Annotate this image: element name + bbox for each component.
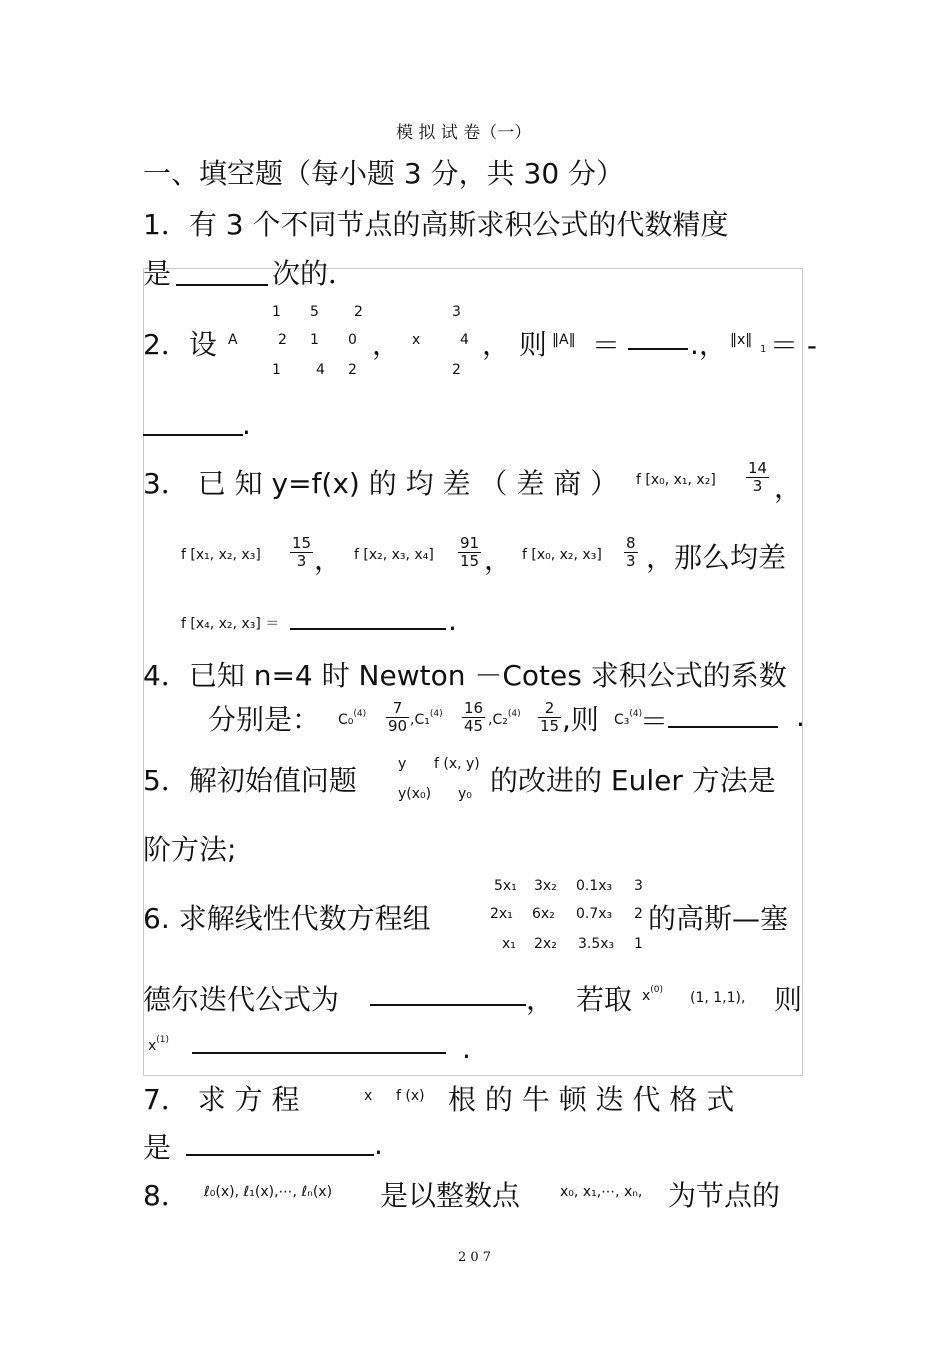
vector-symbol: x xyxy=(148,1038,157,1054)
q6-line2b: ， xyxy=(526,983,555,1016)
q5-ode-l2: y(x₀) xyxy=(398,786,432,802)
frac-den: 3 xyxy=(296,552,307,570)
sys-cell: 3x₂ xyxy=(534,878,557,894)
vector-cell: 3 xyxy=(452,304,461,320)
q5-line2: 阶方法; xyxy=(143,833,237,866)
q5-ode-r2: y₀ xyxy=(458,786,472,802)
q7-blank[interactable] xyxy=(186,1154,374,1156)
q4-c0 xyxy=(338,709,367,728)
q4-eq: ＝ xyxy=(640,705,669,738)
q6-blank-formula[interactable] xyxy=(370,1004,526,1006)
q8-mid: 是以整数点 xyxy=(380,1179,521,1212)
q3-end: . xyxy=(448,604,457,637)
q8-nodes: x₀, x₁,⋯, xₙ, xyxy=(560,1184,643,1200)
coef-symbol: C₂ xyxy=(492,712,508,728)
frac-num: 8 xyxy=(626,534,636,552)
sys-cell: 2 xyxy=(634,906,643,922)
q4-c1: ,C₁$^{(4)}$ xyxy=(410,709,443,728)
q6-x0 xyxy=(642,985,664,1004)
q3-blank[interactable] xyxy=(290,628,446,630)
matrix-cell: 1 xyxy=(272,362,281,378)
coef-symbol: C₃ xyxy=(614,712,630,728)
sys-cell: 3 xyxy=(634,878,643,894)
coef-sup: (4) xyxy=(353,709,367,719)
sys-cell: 6x₂ xyxy=(532,906,555,922)
frac-den: 45 xyxy=(464,717,484,735)
matrix-cell: 4 xyxy=(316,362,325,378)
matrix-cell: 1 xyxy=(272,304,281,320)
q4-pre: 分别是： xyxy=(208,703,321,736)
q4-then: ,则 xyxy=(562,703,599,736)
q5-ode-r1: f (x, y) xyxy=(434,756,480,772)
q3-f2-frac xyxy=(290,535,313,570)
matrix-cell: 2 xyxy=(348,362,357,378)
q6-x0-value: (1, 1,1), xyxy=(690,990,746,1006)
sys-cell: 3.5x₃ xyxy=(578,936,615,952)
q2-tail: . xyxy=(242,408,251,441)
coef-sup: (4) xyxy=(429,709,443,719)
vector-cell: 4 xyxy=(460,332,469,348)
q4-c2: ,C₂$^{(4)}$ xyxy=(488,709,521,728)
q3-f5-label: f [x₄, x₂, x₃] ＝ xyxy=(181,616,280,632)
vector-cell: 2 xyxy=(452,362,461,378)
coef-symbol: C₁ xyxy=(414,712,430,728)
matrix-cell: 1 xyxy=(310,332,319,348)
frac-den: 90 xyxy=(388,717,408,735)
frac-num: 14 xyxy=(748,459,768,477)
q4-line1: 4．已知 n=4 时 Newton －Cotes 求积公式的系数 xyxy=(143,659,787,692)
q6-x1 xyxy=(148,1035,170,1054)
q7-pre: 是 xyxy=(143,1131,172,1164)
q2-normA: ‖A‖ xyxy=(552,332,576,348)
q3-f4-label: f [x₀, x₂, x₃] xyxy=(522,547,602,563)
matrix-cell: 2 xyxy=(278,332,287,348)
matrix-cell: 5 xyxy=(310,304,319,320)
q4-end: . xyxy=(796,700,805,733)
q3-comma1: ， xyxy=(774,471,803,504)
q5-lead: 5．解初始值问题 xyxy=(143,764,357,797)
q2-lead: 2．设 xyxy=(143,328,217,361)
q4-c0-frac xyxy=(386,700,409,735)
q4-c1-frac xyxy=(462,700,485,735)
q3-comma3: ， xyxy=(484,543,513,576)
q3-lead: 3． 已 知 y=f(x) 的 均 差 （ 差 商 ） xyxy=(143,467,619,500)
section-heading: 一、填空题（每小题 3 分，共 30 分） xyxy=(143,157,625,190)
frac-den: 15 xyxy=(540,717,560,735)
sys-cell: 0.7x₃ xyxy=(576,906,613,922)
q4-c3 xyxy=(614,709,643,728)
frac-num: 15 xyxy=(292,534,312,552)
q2-normx-sub: 1 xyxy=(760,344,767,355)
q2-blank-normx[interactable] xyxy=(143,434,243,436)
q1-blank[interactable] xyxy=(176,284,268,286)
q2-eq2: ＝ - xyxy=(770,329,818,362)
q2-normx: ‖x‖ xyxy=(730,332,753,348)
sys-cell: 0.1x₃ xyxy=(576,878,613,894)
matrix-cell: 2 xyxy=(354,304,363,320)
q7-end: . xyxy=(374,1128,383,1161)
q7-line1a: 7． 求 方 程 xyxy=(143,1083,300,1116)
sys-cell: 1 xyxy=(634,936,643,952)
frac-num: 2 xyxy=(538,700,561,718)
sys-cell: x₁ xyxy=(502,936,516,952)
q5-post: 的改进的 Euler 方法是 xyxy=(490,764,776,797)
q2-eq: ＝ xyxy=(592,329,621,362)
vector-sup: (0) xyxy=(650,985,664,995)
q6-end: . xyxy=(462,1032,471,1065)
q3-then: ，那么均差 xyxy=(646,541,787,574)
coef-sup: (4) xyxy=(629,709,643,719)
q3-comma2: ， xyxy=(314,543,343,576)
q1-line1: 1．有 3 个不同节点的高斯求积公式的代数精度 xyxy=(143,208,729,241)
q8-post: 为节点的 xyxy=(668,1179,781,1212)
q4-c2-frac xyxy=(538,700,561,735)
q8-funcs: ℓ₀(x), ℓ₁(x),⋯, ℓₙ(x) xyxy=(204,1184,333,1200)
frac-num: 7 xyxy=(386,700,409,718)
frac-num: 16 xyxy=(464,699,484,717)
matrix-cell: 0 xyxy=(348,332,357,348)
q4-blank[interactable] xyxy=(668,726,778,728)
frac-den: 3 xyxy=(752,477,763,495)
q7-eqn-x: x xyxy=(364,1088,373,1104)
vector-symbol: x xyxy=(642,988,651,1004)
coef-sup: (4) xyxy=(507,709,521,719)
sys-cell: 2x₂ xyxy=(534,936,557,952)
q3-f4-frac xyxy=(624,535,638,570)
sys-cell: 2x₁ xyxy=(490,906,513,922)
q2-A-label: A xyxy=(228,332,238,348)
frac-den: 3 xyxy=(626,552,636,570)
vector-sup: (1) xyxy=(156,1035,170,1045)
q6-post: 的高斯—塞 xyxy=(648,902,789,935)
q7-line1b: 根 的 牛 顿 迭 代 格 式 xyxy=(448,1083,735,1116)
q1-pre: 是 xyxy=(143,257,172,290)
q1-post: 次的． xyxy=(272,257,357,290)
q8-lead: 8． xyxy=(143,1179,189,1212)
q2-blank-normA[interactable] xyxy=(628,348,688,350)
sys-cell: 5x₁ xyxy=(494,878,517,894)
frac-num: 91 xyxy=(460,534,480,552)
q3-f3-label: f [x₂, x₃, x₄] xyxy=(354,547,434,563)
q6-lead: 6. 求解线性代数方程组 xyxy=(143,902,431,935)
q2-dotcomma: .， xyxy=(690,328,727,361)
q7-eqn-f: f (x) xyxy=(396,1088,425,1104)
q6-line2c: 若取 xyxy=(576,983,633,1016)
q2-comma: ， xyxy=(372,328,401,361)
frac-den: 15 xyxy=(460,552,480,570)
q6-blank-x1[interactable] xyxy=(192,1052,446,1054)
q5-ode-l1: y xyxy=(398,756,407,772)
coef-symbol: C₀ xyxy=(338,712,354,728)
q2-x-label: x xyxy=(412,332,421,348)
q3-f2-label: f [x₁, x₂, x₃] xyxy=(181,547,261,563)
page-title: 模 拟 试 卷（一） xyxy=(396,123,532,143)
q6-line2d: 则 xyxy=(774,983,803,1016)
q3-f1-label: f [x₀, x₁, x₂] xyxy=(636,472,716,488)
page-number: 2 0 7 xyxy=(458,1250,492,1265)
q2-then: ， 则 xyxy=(482,328,547,361)
q3-f1-frac xyxy=(746,460,769,495)
q6-line2a: 德尔迭代公式为 xyxy=(143,983,340,1016)
q3-f3-frac xyxy=(458,535,481,570)
